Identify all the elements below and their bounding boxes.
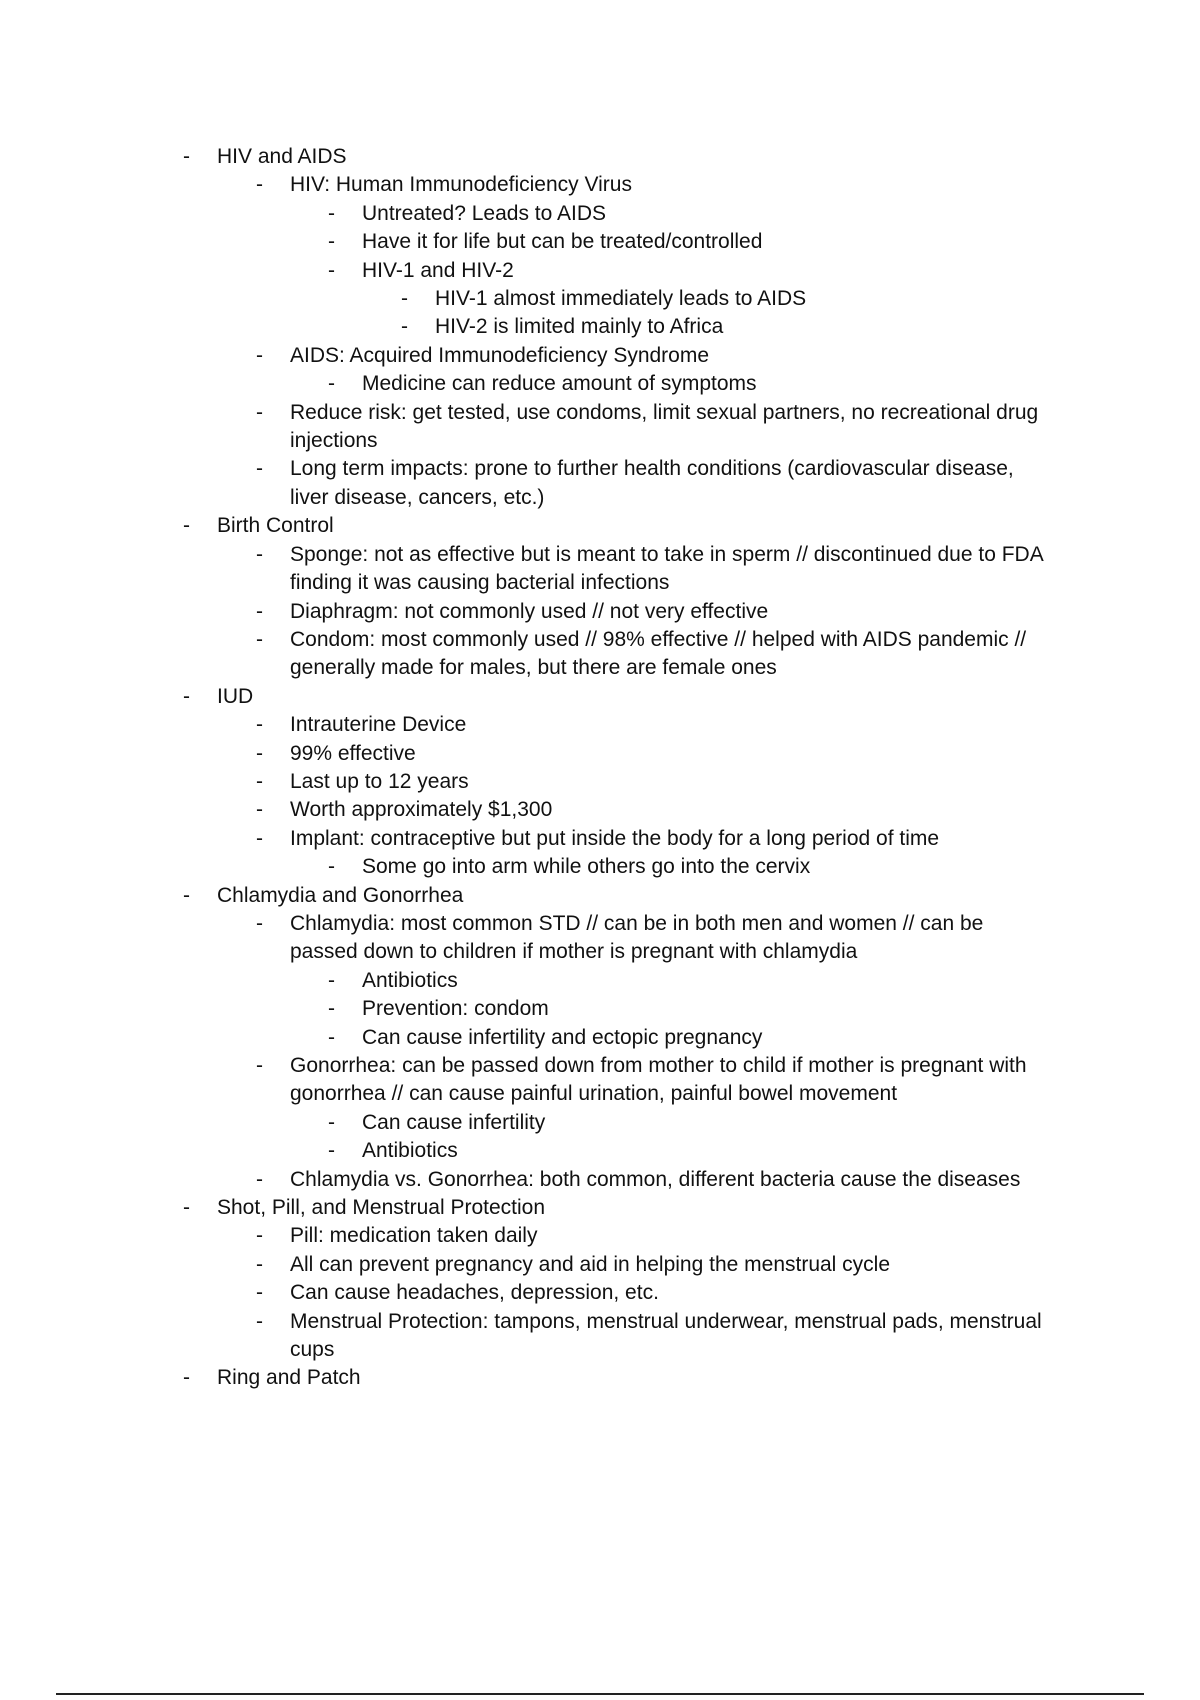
list-item-text: Diaphragm: not commonly used // not very effective	[290, 599, 769, 623]
bullet-dash-icon: -	[183, 1196, 190, 1220]
page-bottom-divider	[56, 1693, 1144, 1695]
bullet-dash-icon: -	[256, 542, 263, 566]
bullet-dash-icon: -	[256, 798, 263, 822]
list-item-text: injections	[290, 429, 378, 453]
list-item-level-2	[0, 1222, 1200, 1250]
list-item-text: Menstrual Protection: tampons, menstrual underwear, menstrual pads, menstrual	[290, 1309, 1042, 1333]
list-item-level-2	[0, 1052, 1200, 1080]
list-item-text: Gonorrhea: can be passed down from mother to child if mother is pregnant with	[290, 1054, 1027, 1077]
bullet-dash-icon: -	[256, 1224, 263, 1248]
bullet-dash-icon: -	[401, 315, 408, 339]
list-item-continuation	[0, 427, 1200, 455]
list-item-text: Pill: medication taken daily	[290, 1224, 538, 1248]
bullet-dash-icon: -	[256, 1252, 263, 1276]
list-item-level-2	[0, 1251, 1200, 1279]
list-item-level-1	[0, 1364, 1200, 1392]
list-item-text: Ring and Patch	[217, 1366, 361, 1390]
list-item-text: Last up to 12 years	[290, 769, 469, 793]
list-item-text: Shot, Pill, and Menstrual Protection	[217, 1196, 546, 1220]
list-item-text: HIV-1 almost immediately leads to AIDS	[435, 287, 807, 311]
list-item-level-2	[0, 626, 1200, 654]
bullet-dash-icon: -	[256, 627, 263, 651]
list-item-level-2	[0, 399, 1200, 427]
list-item-level-2	[0, 1308, 1200, 1336]
list-item-text: Chlamydia: most common STD // can be in both men and women // can be	[290, 911, 984, 935]
list-item-level-2	[0, 910, 1200, 938]
list-item-text: Have it for life but can be treated/controlled	[362, 230, 763, 254]
list-item-continuation	[0, 654, 1200, 682]
bullet-dash-icon: -	[328, 1110, 335, 1134]
bulleted-notes-list	[0, 143, 1200, 1393]
list-item-text: finding it was causing bacterial infections	[290, 571, 670, 595]
bullet-dash-icon: -	[401, 287, 408, 311]
list-item-level-3	[0, 1024, 1200, 1052]
list-item-text: All can prevent pregnancy and aid in helping the menstrual cycle	[290, 1252, 891, 1276]
list-item-text: Prevention: condom	[362, 997, 549, 1021]
list-item-text: HIV: Human Immunodeficiency Virus	[290, 173, 632, 197]
list-item-level-3	[0, 1137, 1200, 1165]
list-item-level-2	[0, 1166, 1200, 1194]
list-item-text: Can cause infertility	[362, 1110, 546, 1134]
list-item-level-1	[0, 882, 1200, 910]
list-item-text: passed down to children if mother is pregnant with chlamydia	[290, 940, 858, 964]
list-item-level-2	[0, 171, 1200, 199]
bullet-dash-icon: -	[183, 684, 190, 708]
list-item-text: Can cause headaches, depression, etc.	[290, 1281, 659, 1305]
list-item-text: generally made for males, but there are female ones	[290, 656, 777, 680]
list-item-text: Some go into arm while others go into the cervix	[362, 855, 811, 879]
list-item-text: HIV-1 and HIV-2	[362, 258, 514, 282]
list-item-level-3	[0, 1109, 1200, 1137]
bullet-dash-icon: -	[256, 173, 263, 197]
list-item-level-3	[0, 995, 1200, 1023]
list-item-level-3	[0, 257, 1200, 285]
list-item-text: Can cause infertility and ectopic pregnancy	[362, 1025, 763, 1049]
list-item-level-3	[0, 967, 1200, 995]
list-item-text: Long term impacts: prone to further health conditions (cardiovascular disease,	[290, 457, 1014, 481]
bullet-dash-icon: -	[183, 145, 190, 168]
list-item-continuation	[0, 569, 1200, 597]
list-item-level-2	[0, 825, 1200, 853]
list-item-level-2	[0, 711, 1200, 739]
bullet-dash-icon: -	[256, 1309, 263, 1333]
bullet-dash-icon: -	[328, 997, 335, 1021]
list-item-continuation	[0, 484, 1200, 512]
bullet-dash-icon: -	[328, 230, 335, 254]
list-item-level-2	[0, 740, 1200, 768]
bullet-dash-icon: -	[183, 1366, 190, 1390]
list-item-level-2	[0, 768, 1200, 796]
list-item-text: Birth Control	[217, 514, 334, 538]
bullet-dash-icon: -	[256, 343, 263, 367]
list-item-level-2	[0, 541, 1200, 569]
bullet-dash-icon: -	[256, 400, 263, 424]
list-item-level-4	[0, 285, 1200, 313]
bullet-dash-icon: -	[183, 883, 190, 907]
list-item-text: Chlamydia and Gonorrhea	[217, 883, 464, 907]
list-item-text: Medicine can reduce amount of symptoms	[362, 372, 757, 396]
list-item-level-1	[0, 683, 1200, 711]
list-item-level-3	[0, 853, 1200, 881]
list-item-level-3	[0, 228, 1200, 256]
list-item-text: Worth approximately $1,300	[290, 798, 553, 822]
list-item-text: HIV-2 is limited mainly to Africa	[435, 315, 724, 339]
bullet-dash-icon: -	[256, 911, 263, 935]
list-item-text: cups	[290, 1338, 335, 1362]
list-item-text: AIDS: Acquired Immunodeficiency Syndrome	[290, 343, 710, 367]
bullet-dash-icon: -	[328, 855, 335, 879]
list-item-level-3	[0, 370, 1200, 398]
list-item-text: Condom: most commonly used // 98% effective // helped with AIDS pandemic //	[290, 627, 1027, 651]
list-item-continuation	[0, 1080, 1200, 1108]
bullet-dash-icon: -	[256, 741, 263, 765]
list-item-level-1	[0, 512, 1200, 540]
list-item-continuation	[0, 938, 1200, 966]
bullet-dash-icon: -	[328, 968, 335, 992]
list-item-text: Antibiotics	[362, 968, 458, 992]
list-item-level-2	[0, 1279, 1200, 1307]
bullet-dash-icon: -	[256, 1054, 263, 1077]
list-item-text: Reduce risk: get tested, use condoms, limit sexual partners, no recreational drug	[290, 400, 1039, 424]
list-item-level-1	[0, 1194, 1200, 1222]
list-item-text: Antibiotics	[362, 1139, 458, 1163]
bullet-dash-icon: -	[328, 201, 335, 225]
list-item-text: HIV and AIDS	[217, 145, 347, 168]
bullet-dash-icon: -	[256, 826, 263, 850]
list-item-text: Implant: contraceptive but put inside the body for a long period of time	[290, 826, 940, 850]
list-item-level-2	[0, 598, 1200, 626]
list-item-level-2	[0, 796, 1200, 824]
list-item-text: gonorrhea // can cause painful urination, painful bowel movement	[290, 1082, 898, 1106]
bullet-dash-icon: -	[256, 1167, 263, 1191]
list-item-text: 99% effective	[290, 741, 416, 765]
list-item-level-2	[0, 455, 1200, 483]
bullet-dash-icon: -	[183, 514, 190, 538]
bullet-dash-icon: -	[256, 457, 263, 481]
bullet-dash-icon: -	[256, 599, 263, 623]
bullet-dash-icon: -	[328, 1139, 335, 1163]
bullet-dash-icon: -	[256, 1281, 263, 1305]
list-item-text: Sponge: not as effective but is meant to take in sperm // discontinued due to FDA	[290, 542, 1044, 566]
bullet-dash-icon: -	[256, 769, 263, 793]
bullet-dash-icon: -	[328, 1025, 335, 1049]
bullet-dash-icon: -	[328, 258, 335, 282]
list-item-level-3	[0, 200, 1200, 228]
list-item-level-4	[0, 313, 1200, 341]
list-item-level-2	[0, 342, 1200, 370]
list-item-text: Intrauterine Device	[290, 713, 467, 737]
list-item-continuation	[0, 1336, 1200, 1364]
list-item-text: liver disease, cancers, etc.)	[290, 485, 545, 509]
list-item-text: IUD	[217, 684, 254, 708]
list-item-text: Chlamydia vs. Gonorrhea: both common, different bacteria cause the diseases	[290, 1167, 1021, 1191]
list-item-text: Untreated? Leads to AIDS	[362, 201, 606, 225]
bullet-dash-icon: -	[328, 372, 335, 396]
bullet-dash-icon: -	[256, 713, 263, 737]
list-item-level-1	[0, 143, 1200, 171]
